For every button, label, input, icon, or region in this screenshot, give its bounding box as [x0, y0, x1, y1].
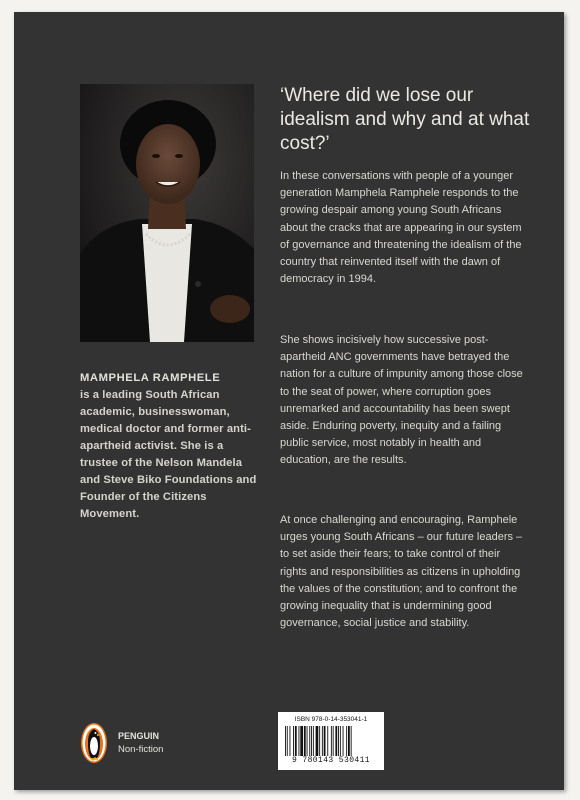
- publisher-label: [118, 730, 163, 756]
- barcode-stripe: [331, 726, 332, 756]
- author-bio: [80, 370, 260, 523]
- penguin-logo-icon: [80, 722, 108, 764]
- barcode-stripe: [304, 726, 306, 756]
- isbn-label: ISBN 978-0-14-353041-1: [294, 716, 368, 723]
- barcode-stripe: [319, 726, 320, 756]
- barcode-stripe: [316, 726, 319, 756]
- barcode-stripe: [295, 726, 297, 756]
- publisher-name: PENGUIN: [118, 731, 160, 741]
- barcode-stripe: [348, 726, 350, 756]
- barcode-stripe: [346, 726, 347, 756]
- barcode-stripe: [340, 726, 341, 756]
- blurb-paragraph-3: At once challenging and encouraging, Ramphele urges young South Africans – our future leaders – to set aside their fears; to take control of their rights and responsibilities as citizens in upholding the values of the constitution; and to confront the growing inequality that is undermining good governance, social justice and stability.: [280, 514, 523, 630]
- barcode-stripe: [327, 726, 328, 756]
- barcode-stripe: [300, 726, 303, 756]
- author-name: MAMPHELA RAMPHELE: [80, 372, 221, 384]
- barcode-stripe: [293, 726, 294, 756]
- ean-digits: 9 780143 530411: [291, 756, 370, 765]
- author-portrait-image: [80, 84, 254, 342]
- isbn-barcode: [278, 712, 384, 770]
- barcode-stripe: [299, 726, 300, 756]
- barcode-stripe: [307, 726, 308, 756]
- author-photo: [80, 84, 254, 342]
- blurb-paragraph-2: She shows incisively how successive post-apartheid ANC governments have betrayed the nation for a culture of impunity among those close to the seat of power, where corruption goes unremarked and accountability has been swept aside. Enduring poverty, inequity and a failing public service, most notably in health and education, are the results.: [280, 334, 523, 467]
- barcode-stripe: [324, 726, 326, 756]
- barcode-stripe: [287, 726, 288, 756]
- author-bio-text: is a leading South African academic, businesswoman, medical doctor and former anti-apartheid activist. She is a trustee of the Nelson Mandela and Steve Biko Foundations and Founder of the Citizens Movement.: [80, 389, 257, 520]
- barcode-stripe: [343, 726, 344, 756]
- barcode-stripe: [311, 726, 312, 756]
- barcode-stripe: [309, 726, 310, 756]
- barcode-stripe: [351, 726, 352, 756]
- pull-quote: ‘Where did we lose our idealism and why and at what cost?’: [280, 85, 530, 154]
- publisher-imprint: Non-fiction: [118, 744, 164, 755]
- barcode-stripe: [322, 726, 323, 756]
- barcode-bars: [283, 726, 379, 756]
- barcode-stripe: [333, 726, 334, 756]
- blurb-paragraph-1: In these conversations with people of a younger generation Mamphela Ramphele responds to the growing despair among young South Africans about the cracks that are appearing in our system of governance and threatening the idealism of the country that reinvented itself with the dawn of democracy in 1994.: [280, 170, 522, 286]
- barcode-stripe: [335, 726, 337, 756]
- barcode-stripe: [285, 726, 286, 756]
- back-cover: [14, 12, 564, 790]
- barcode-stripe: [290, 726, 291, 756]
- barcode-stripe: [313, 726, 314, 756]
- barcode-stripe: [338, 726, 339, 756]
